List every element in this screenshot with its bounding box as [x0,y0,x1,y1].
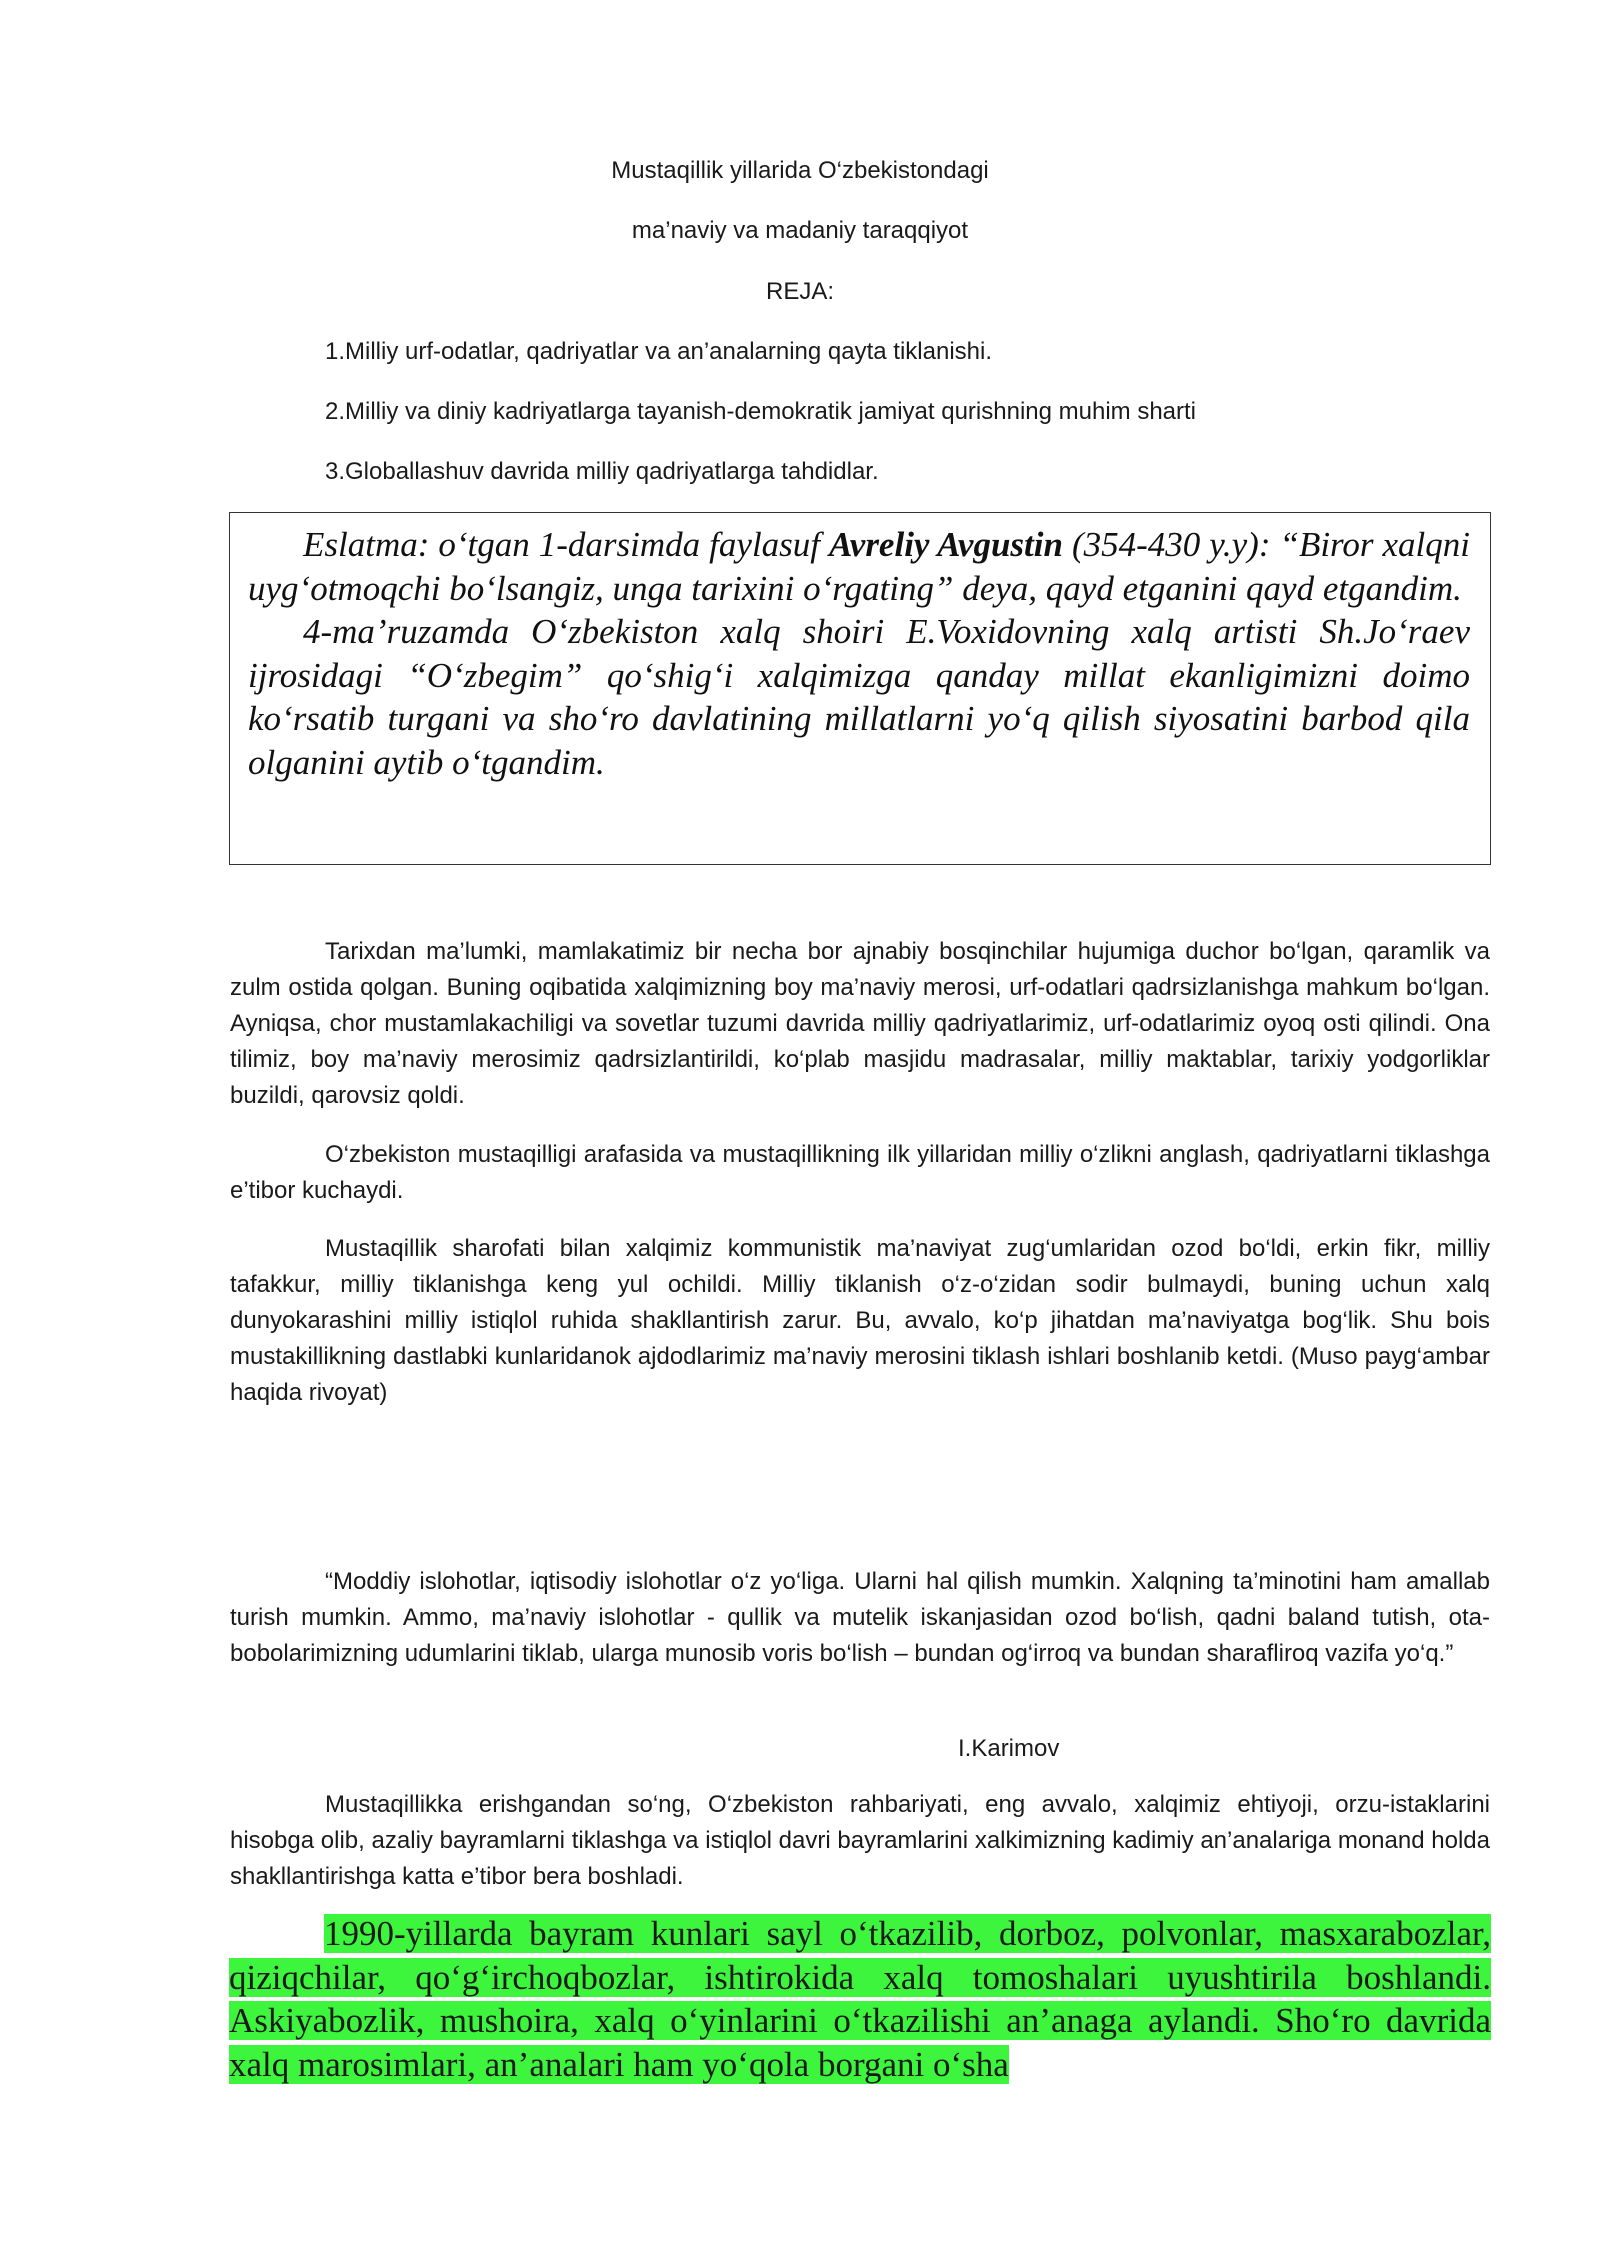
body-paragraph-2 [230,1137,1490,1209]
plan-item-2: 2.Milliy va diniy kadriyatlarga tayanish-demokratik jamiyat qurishning muhim sharti [325,398,1197,425]
highlighted-text: 1990-yillarda bayram kunlari sayl o‘tkazilib, dorboz, polvonlar, masxarabozlar, qiziqchilar, qo‘g‘irchoqbozlar, ishtirokida xalq tomoshalari uyushtirila boshlandi. Askiyabozlik, mushoira, xalq o‘yinlarini o‘tkazilishi an’anaga aylandi. Sho‘ro davrida xalq marosimlari, an’analari ham yo‘qola borgani o‘sha [229,1914,1491,2084]
body-paragraph-4 [230,1787,1490,1895]
highlighted-paragraph [229,1912,1491,2086]
plan-heading: REJA: [765,278,834,305]
quote-text: “Moddiy islohotlar, iqtisodiy islohotlar o‘z yo‘liga. Ularni hal qilish mumkin. Xalqning ta’minotini ham amallab turish mumkin. Ammo, ma’naviy islohotlar - qullik va mutelik iskanjasidan ozod bo‘lish, qadni baland tutish, ota-bobolarimizning udumlarini tiklab, ularga munosib voris bo‘lish – bundan og‘irroq va bundan sharafliroq vazifa yo‘q.” [230,1568,1490,1667]
note-box [229,512,1491,865]
plan-item-1: 1.Milliy urf-odatlar, qadriyatlar va an’analarning qayta tiklanishi. [325,338,993,365]
body-paragraph-2-text: O‘zbekiston mustaqilligi arafasida va mustaqillikning ilk yillaridan milliy o‘zlikni anglash, qadriyatlarni tiklashga e’tibor kuchaydi. [230,1141,1490,1204]
body-paragraph-3-text: Mustaqillik sharofati bilan xalqimiz kommunistik ma’naviyat zug‘umlaridan ozod bo‘ldi, erkin fikr, milliy tafakkur, milliy tiklanishga keng yul ochildi. Milliy tiklanish o‘z-o‘zidan sodir bulmaydi, buning uchun xalq dunyokarashini milliy istiqlol ruhida shakllantirish zarur. Bu, avvalo, ko‘p jihatdan ma’naviyatga bog‘lik. Shu bois mustakillikning dastlabki kunlaridanok ajdodlarimiz ma’naviy merosini tiklash ishlari boshlanib ketdi. (Muso payg‘ambar haqida rivoyat) [230,1235,1490,1406]
body-paragraph-4-text: Mustaqillikka erishgandan so‘ng, O‘zbekiston rahbariyati, eng avvalo, xalqimiz ehtiyoji, orzu-istaklarini hisobga olib, azaliy bayramlarni tiklashga va istiqlol davri bayramlarini xalkimizning kadimiy an’analariga monand holda shakllantirishga katta e’tibor bera boshladi. [230,1791,1490,1890]
quote-author: I.Karimov [958,1735,1060,1762]
note-paragraph-1 [248,523,1470,610]
title-line-2: ma’naviy va madaniy taraqqiyot [631,217,969,244]
quote-paragraph [230,1564,1490,1672]
plan-item-3: 3.Globallashuv davrida milliy qadriyatlarga tahdidlar. [325,458,879,485]
note-text-rest: (354-430 y.y): “Biror xalqni uyg‘otmoqchi bo‘lsangiz, unga tarixini o‘rgating” deya, qayd etganini qayd etgandim. [248,525,1470,608]
note-paragraph-2: 4-ma’ruzamda O‘zbekiston xalq shoiri E.Voxidovning xalq artisti Sh.Jo‘raev ijrosidagi “O‘zbegim” qo‘shig‘i xalqimizga qanday millat ekanligimizni doimo ko‘rsatib turgani va sho‘ro davlatining millatlarni yo‘q qilish siyosatini barbod qila olganini aytib o‘tgandim. [248,612,1470,782]
body-paragraph-3 [230,1231,1490,1411]
note-text-start: Eslatma: o‘tgan 1-darsimda faylasuf [303,525,830,564]
title-line-1: Mustaqillik yillarida O‘zbekistondagi [611,157,989,184]
body-paragraph-1 [230,934,1490,1114]
note-author-name: Avreliy Avgustin [829,525,1063,564]
body-paragraph-1-text: Tarixdan ma’lumki, mamlakatimiz bir necha bor ajnabiy bosqinchilar hujumiga duchor bo‘lgan, qaramlik va zulm ostida qolgan. Buning oqibatida xalqimizning boy ma’naviy merosi, urf-odatlari qadrsizlanishga mahkum bo‘lgan. Ayniqsa, chor mustamlakachiligi va sovetlar tuzumi davrida milliy qadriyatlarimiz, urf-odatlarimiz oyoq osti qilindi. Ona tilimiz, boy ma’naviy merosimiz qadrsizlantirildi, ko‘plab masjidu madrasalar, milliy maktablar, tarixiy yodgorliklar buzildi, qarovsiz qoldi. [230,938,1490,1109]
